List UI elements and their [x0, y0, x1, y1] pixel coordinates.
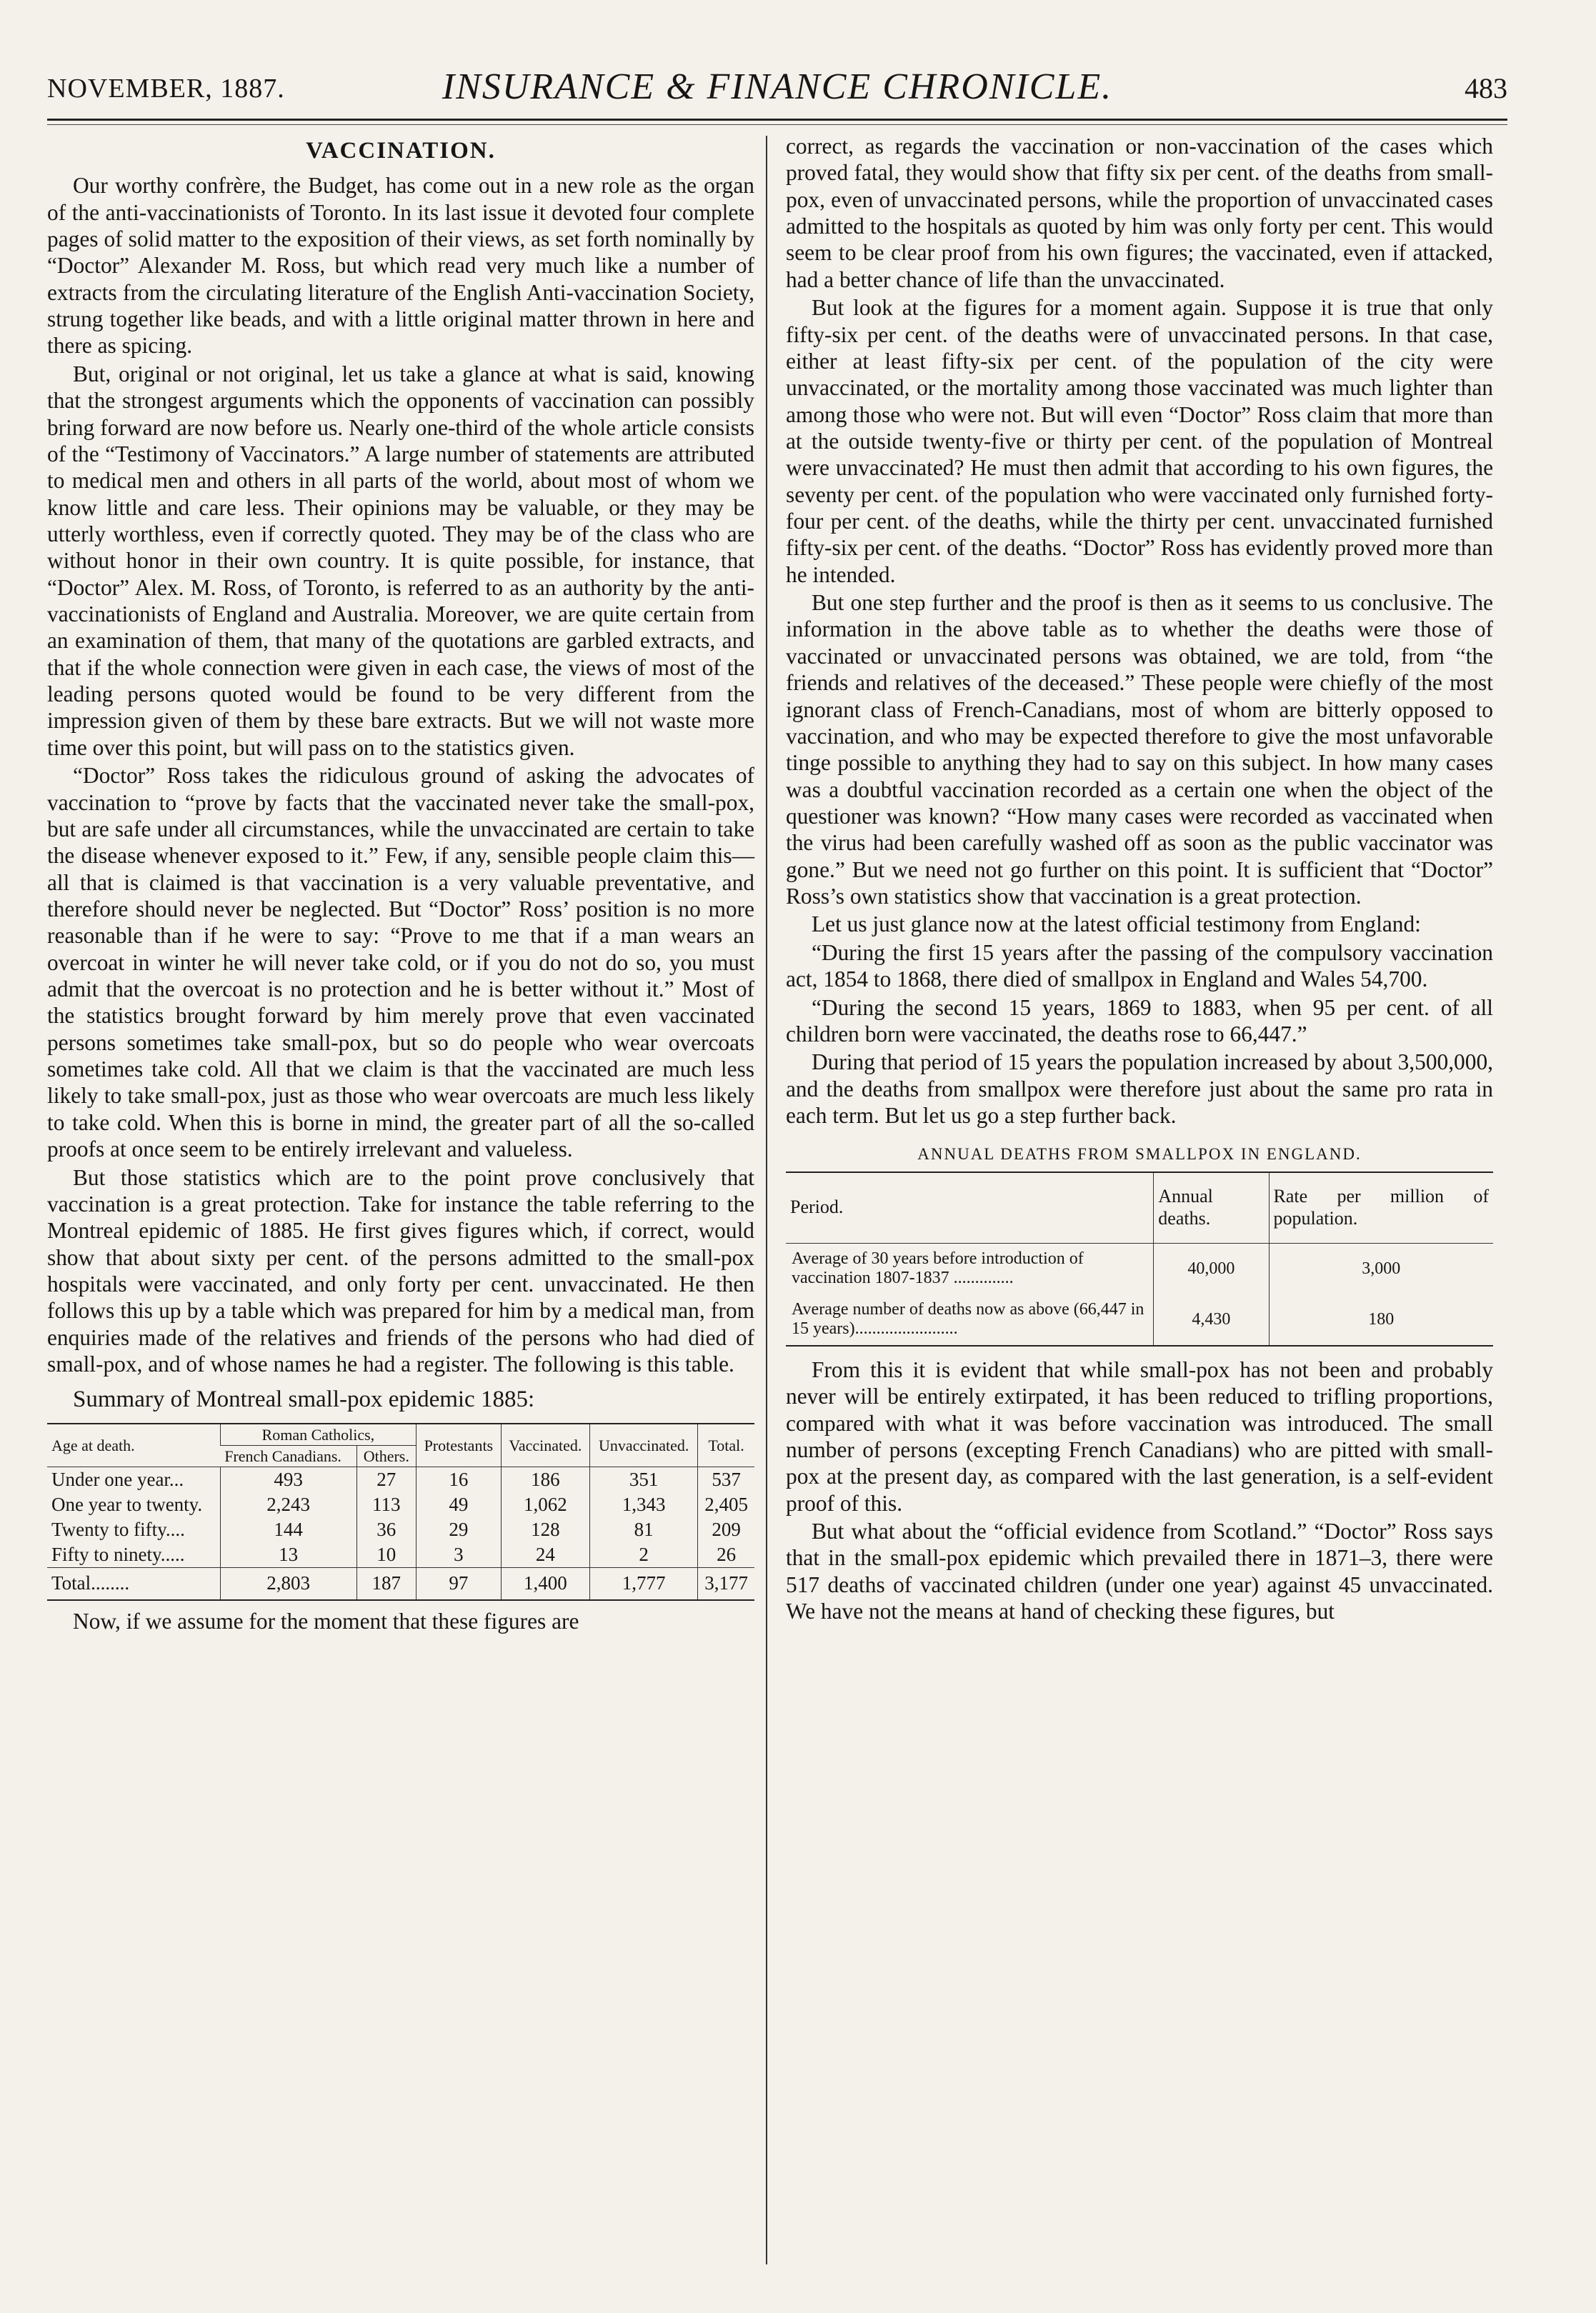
england-smallpox-table	[786, 1172, 1493, 1347]
cell-vaccinated: 1,062	[501, 1492, 590, 1517]
cell-unvaccinated: 1,777	[590, 1568, 698, 1600]
header-rule	[47, 119, 1507, 121]
cell-annual-deaths: 4,430	[1154, 1294, 1269, 1346]
cell-protestants: 97	[417, 1568, 502, 1600]
cell-rate: 3,000	[1269, 1243, 1493, 1294]
cell-total: 537	[698, 1467, 754, 1493]
table-row	[47, 1492, 754, 1517]
england-table-title: ANNUAL DEATHS FROM SMALLPOX IN ENGLAND.	[917, 1145, 1362, 1164]
cell-french: 13	[220, 1542, 356, 1568]
article-title: VACCINATION.	[306, 138, 496, 164]
paragraph: “Doctor” Ross takes the ridiculous ground of asking the advocates of vaccination to “prove by facts that the vaccinated never take the small-pox, but are safe under all circumstances, while the unvaccinated are certain to take the disease whenever exposed to it.” Few, if any, sensible people claim this—all that is claimed is that vaccination is a very valuable preventative, and therefore should never be neglected. But “Doctor” Ross’ position is no more reasonable than if he were to say: “Prove to me that if a man wears an overcoat in winter he will never take cold, or if you do not do so, you must admit that the overcoat is no protection and he is better without it.” Most of the statistics brought forward by him merely prove that even vaccinated persons sometimes take small-pox, but so do people who wear overcoats sometimes take cold. All that we claim is that the vaccinated are much less likely to take small-pox, just as those who wear overcoats are much less likely to take cold. When this is borne in mind, the greater part of all the so-called proofs at once seem to be entirely irrelevant and valueless.	[47, 763, 754, 1162]
col-header-others: Others.	[356, 1446, 417, 1467]
header-rule-thin	[47, 124, 1507, 125]
cell-vaccinated: 1,400	[501, 1568, 590, 1600]
cell-unvaccinated: 351	[590, 1467, 698, 1493]
cell-total: 209	[698, 1517, 754, 1542]
paragraph: But those statistics which are to the point prove conclusively that vaccination is a great protection. Take for instance the table referring to the Montreal epidemic of 1885. He first gives figures which, if correct, would show that about sixty per cent. of the persons admitted to the small-pox hospitals were vaccinated, and only forty per cent. unvaccinated. He then follows this up by a table which was prepared for him by a medical man, from enquiries made of the relatives and friends of the persons who had died of small-pox, and of whose names he had a register. The following is this table.	[47, 1164, 754, 1377]
col-header-period: Period.	[786, 1172, 1154, 1243]
paragraph: But one step further and the proof is then as it seems to us conclusive. The information in the above table as to whether the deaths were those of vaccinated or unvaccinated persons was obtained, we are told, from “the friends and relatives of the deceased.” These people were chiefly of the most ignorant class of French-Canadians, most of whom are bitterly opposed to vaccination, and who may be expected therefore to give the most unfavorable tinge possible to anything they had to say on this subject. In how many cases was a doubtful vaccination recorded as a certain one when the object of the questioner was known? “How many cases were recorded as vaccinated when the virus had been carefully washed off as soon as the public vaccinator was gone.” But we need not go further on this point. It is sufficient that “Doctor” Ross’s own statistics show that vaccination is a great protection.	[786, 590, 1493, 909]
col-header-french-canadians: French Canadians.	[220, 1446, 356, 1467]
cell-total: 3,177	[698, 1568, 754, 1600]
issue-date: NOVEMBER, 1887.	[47, 74, 285, 104]
cell-age: One year to twenty.	[51, 1494, 203, 1516]
cell-unvaccinated: 81	[590, 1517, 698, 1542]
cell-total: 26	[698, 1542, 754, 1568]
col-header-age: Age at death.	[47, 1424, 220, 1467]
cell-rate: 180	[1269, 1294, 1493, 1346]
cell-others: 113	[356, 1492, 417, 1517]
cell-others: 187	[356, 1568, 417, 1600]
cell-french: 2,803	[220, 1568, 356, 1600]
cell-vaccinated: 186	[501, 1467, 590, 1493]
cell-vaccinated: 128	[501, 1517, 590, 1542]
col-header-total: Total.	[698, 1424, 754, 1467]
page-number: 483	[1465, 72, 1507, 104]
col-header-roman-catholics: Roman Catholics,	[220, 1424, 416, 1446]
cell-french: 2,243	[220, 1492, 356, 1517]
cell-others: 27	[356, 1467, 417, 1493]
quote-paragraph: “During the second 15 years, 1869 to 1883, when 95 per cent. of all children born were vaccinated, the deaths rose to 66,447.”	[786, 994, 1493, 1046]
paragraph: Our worthy confrère, the Budget, has come out in a new role as the organ of the anti-vaccinationists of Toronto. In its last issue it devoted four complete pages of solid matter to the exposition of their views, as set forth nominally by “Doctor” Alexander M. Ross, but which read very much like a number of extracts from the circulating literature of the English Anti-vaccination Society, strung together like beads, and with a little original matter thrown in here and there as spicing.	[47, 173, 754, 359]
cell-unvaccinated: 2	[590, 1542, 698, 1568]
col-header-rate: Rate per million of population.	[1269, 1172, 1493, 1243]
table-caption: Summary of Montreal small-pox epidemic 1885:	[73, 1387, 535, 1413]
table-row	[786, 1294, 1493, 1346]
cell-protestants: 16	[417, 1467, 502, 1493]
col-header-vaccinated: Vaccinated.	[501, 1424, 590, 1467]
col-header-protestants: Protestants	[417, 1424, 502, 1467]
paragraph: Let us just glance now at the latest official testimony from England:	[812, 911, 1421, 937]
cell-total: 2,405	[698, 1492, 754, 1517]
paragraph: But, original or not original, let us take a glance at what is said, knowing that the strongest arguments which the opponents of vaccination can possibly bring forward are now before us. Nearly one-third of the whole article consists of the “Testimony of Vaccinators.” A large number of statements are attributed to medical men and others in all parts of the world, about most of whom we know little and care less. Their opinions may be valuable, or they may be utterly worthless, even if correctly quoted. They may be of the class who are without honor in their own country. It is quite possible, for instance, that “Doctor” Alex. M. Ross, of Toronto, is referred to as an authority by the anti-vaccinationists of England and Australia. Moreover, we are quite certain from an examination of them, that many of the quotations are garbled extracts, and that if the whole connection were given in each case, the views of most of the leading persons quoted would be found to be very different from the impression given of them by these bare extracts. But we will not waste more time over this point, but will pass on to the statistics given.	[47, 361, 754, 760]
table-row	[47, 1542, 754, 1568]
col-header-unvaccinated: Unvaccinated.	[590, 1424, 698, 1467]
page-header	[47, 66, 1507, 111]
paragraph: From this it is evident that while small-pox has not been and probably never will be entirely extirpated, it has been reduced to trifling proportions, compared with what it was before vaccination was introduced. The small number of persons (excepting French Canadians) who are pitted with small-pox at the present day, as compared with the last generation, is a self-evident proof of this.	[786, 1357, 1493, 1516]
table-total-row	[47, 1568, 754, 1600]
cell-annual-deaths: 40,000	[1154, 1243, 1269, 1294]
cell-protestants: 49	[417, 1492, 502, 1517]
right-column	[786, 133, 1493, 1627]
cell-period: Average of 30 years before introduction of vaccination 1807-1837 ..............	[792, 1249, 1084, 1288]
col-header-annual-deaths: Annual deaths.	[1154, 1172, 1269, 1243]
cell-others: 36	[356, 1517, 417, 1542]
table-row	[47, 1467, 754, 1493]
cell-age: Total........	[47, 1568, 220, 1600]
column-divider	[766, 136, 767, 2264]
publication-title: INSURANCE & FINANCE CHRONICLE.	[442, 66, 1113, 107]
montreal-epidemic-table	[47, 1423, 754, 1601]
cell-protestants: 3	[417, 1542, 502, 1568]
cell-age: Fifty to ninety.....	[51, 1544, 185, 1566]
cell-unvaccinated: 1,343	[590, 1492, 698, 1517]
table-row	[786, 1243, 1493, 1294]
paragraph: Now, if we assume for the moment that these figures are	[73, 1608, 579, 1634]
quote-paragraph: “During the first 15 years after the passing of the compulsory vaccination act, 1854 to 1868, there died of smallpox in England and Wales 54,700.	[786, 939, 1493, 992]
table-row	[47, 1517, 754, 1542]
paragraph: But what about the “official evidence from Scotland.” “Doctor” Ross says that in the small-pox epidemic which prevailed there in 1871–3, there were 517 deaths of vaccinated children (under one year) against 45 unvaccinated. We have not the means at hand of checking these figures, but	[786, 1519, 1493, 1624]
cell-french: 493	[220, 1467, 356, 1493]
cell-vaccinated: 24	[501, 1542, 590, 1568]
cell-protestants: 29	[417, 1517, 502, 1542]
cell-period: Average number of deaths now as above (66,447 in 15 years)........................	[792, 1299, 1144, 1339]
cell-age: Twenty to fifty....	[51, 1519, 185, 1541]
paragraph: But look at the figures for a moment again. Suppose it is true that only fifty-six per cent. of the deaths were of unvaccinated persons. In that case, either at least fifty-six per cent. of the population of the city were unvaccinated, or the mortality among those vaccinated was much lighter than among those who were not. But will even “Doctor” Ross claim that more than at the outside twenty-five or thirty per cent. of the population of Montreal were unvaccinated? He must then admit that according to his own figures, the seventy per cent. of the population who were vaccinated only furnished forty-four per cent. of the deaths, while the thirty per cent. unvaccinated furnished fifty-six per cent. of the deaths. “Doctor” Ross has evidently proved more than he intended.	[786, 295, 1493, 587]
paragraph: During that period of 15 years the population increased by about 3,500,000, and the deaths from smallpox were therefore just about the same pro rata in each term. But let us go a step further back.	[786, 1049, 1493, 1128]
paragraph: correct, as regards the vaccination or non-vaccination of the cases which proved fatal, they would show that fifty six per cent. of the deaths from small-pox, even of unvaccinated persons, while the proportion of unvaccinated cases admitted to the hospitals as quoted by him was only forty per cent. This would seem to be clear proof from his own figures; the vaccinated, even if attacked, had a better chance of life than the unvaccinated.	[786, 134, 1493, 292]
cell-age: Under one year...	[51, 1469, 184, 1491]
cell-others: 10	[356, 1542, 417, 1568]
cell-french: 144	[220, 1517, 356, 1542]
left-column	[47, 133, 754, 1636]
